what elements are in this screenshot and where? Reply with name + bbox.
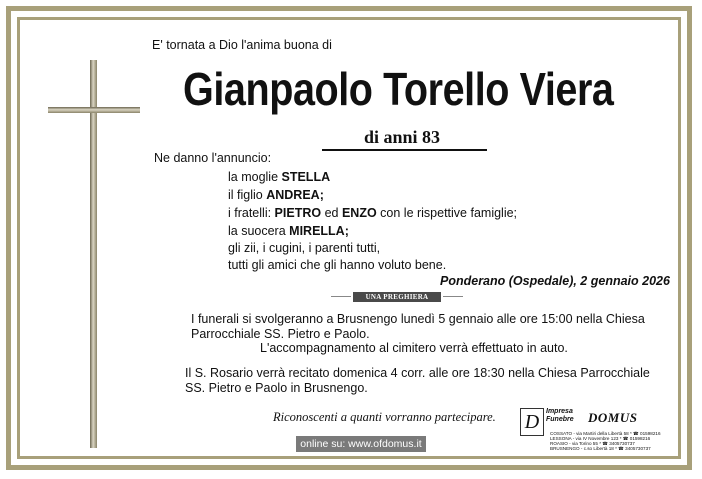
- domus-logo: [520, 406, 666, 452]
- logo-letter: D: [520, 408, 544, 436]
- logo-brand: DOMUS: [588, 410, 638, 425]
- logo-address: COSSATO - via Martiri della Libertà 58 * ☎ 01598216: [550, 431, 661, 436]
- family-line: la moglie STELLA: [228, 170, 331, 184]
- logo-address: ROASIO - via Torino 55 * ☎ 3405730737: [550, 441, 635, 446]
- place-date: Ponderano (Ospedale), 2 gennaio 2026: [440, 274, 670, 288]
- prayer-badge: UNA PREGHIERA: [353, 292, 441, 302]
- family-line: i fratelli: PIETRO ed ENZO con le rispettive famiglie;: [228, 206, 518, 220]
- logo-address: BRUSNENGO - c.so Libertà 18 * ☎ 3405730737: [550, 446, 651, 451]
- family-line: il figlio ANDREA;: [228, 188, 324, 202]
- logo-impresa: Impresa Funebre: [546, 408, 574, 423]
- age-text: di anni 83: [364, 127, 441, 147]
- online-link[interactable]: online su: www.ofdomus.it: [296, 436, 426, 452]
- funeral-line: L'accompagnamento al cimitero verrà effettuato in auto.: [260, 341, 568, 355]
- intro-text: E' tornata a Dio l'anima buona di: [152, 38, 332, 52]
- rosary-line: SS. Pietro e Paolo in Brusnengo.: [185, 381, 368, 395]
- rosary-line: Il S. Rosario verrà recitato domenica 4 corr. alle ore 18:30 nella Chiesa Parrocchiale: [185, 366, 650, 380]
- age-underline: [322, 149, 487, 151]
- logo-address: LESSONA - via IV Novembre 123 * ☎ 01598216: [550, 436, 651, 441]
- family-line: la suocera MIRELLA;: [228, 224, 349, 238]
- thanks-text: Riconoscenti a quanti vorranno partecipare.: [273, 410, 496, 424]
- announce-text: Ne danno l'annuncio:: [154, 151, 272, 165]
- family-line: gli zii, i cugini, i parenti tutti,: [228, 241, 381, 255]
- family-line: tutti gli amici che gli hanno voluto bene.: [228, 258, 447, 272]
- funeral-line: Parrocchiale SS. Pietro e Paolo.: [191, 327, 370, 341]
- deceased-name: Gianpaolo Torello Viera: [183, 63, 614, 115]
- funeral-line: I funerali si svolgeranno a Brusnengo lunedì 5 gennaio alle ore 15:00 nella Chiesa: [191, 312, 645, 326]
